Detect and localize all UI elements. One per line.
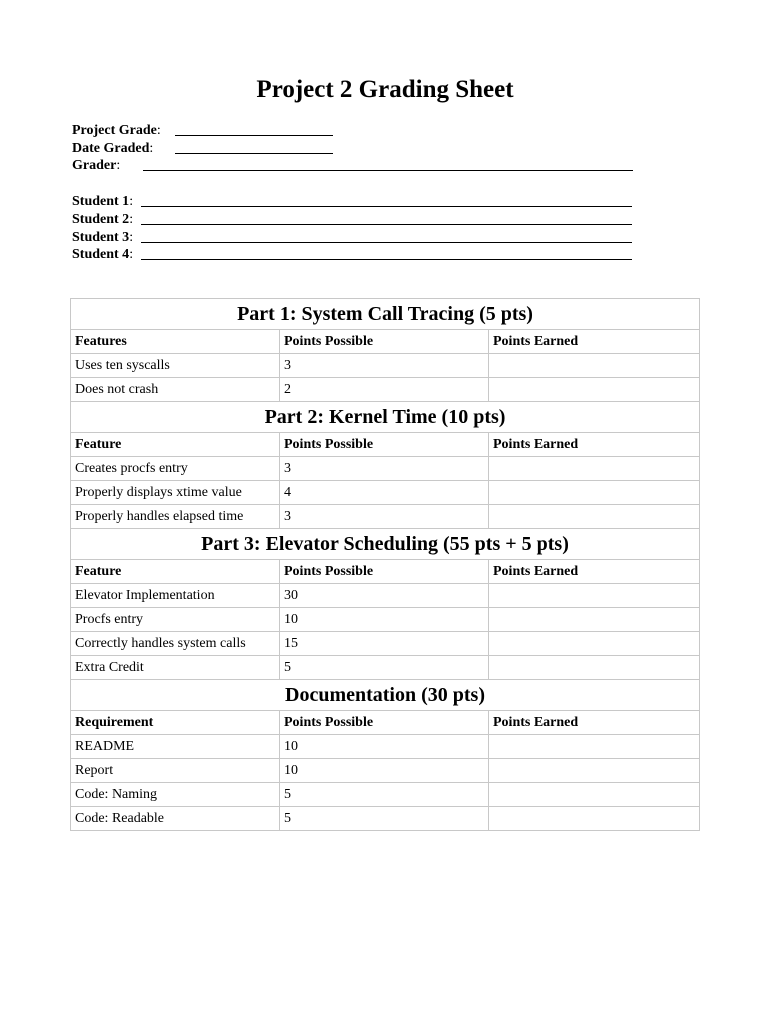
date-graded-line (175, 153, 333, 154)
points-earned-cell[interactable] (489, 457, 700, 481)
points-possible-cell: 3 (280, 457, 489, 481)
student-1-line (141, 206, 632, 207)
project-grade-line (175, 135, 333, 136)
points-earned-cell[interactable] (489, 608, 700, 632)
section-title: Part 3: Elevator Scheduling (55 pts + 5 pts) (71, 529, 700, 560)
table-row (71, 481, 700, 505)
table-row (71, 807, 700, 831)
table-row (71, 505, 700, 529)
points-earned-cell[interactable] (489, 584, 700, 608)
student-4-label: Student 4: (72, 247, 134, 262)
column-header-earned: Points Earned (489, 330, 700, 354)
table-row (71, 735, 700, 759)
grading-table (70, 298, 700, 831)
points-earned-cell[interactable] (489, 656, 700, 680)
column-header-row (71, 560, 700, 584)
points-earned-cell[interactable] (489, 759, 700, 783)
column-header-possible: Points Possible (280, 711, 489, 735)
student-3-label: Student 3: (72, 230, 134, 245)
points-earned-cell[interactable] (489, 354, 700, 378)
project-grade-label: Project Grade: (72, 123, 161, 138)
item-cell: Uses ten syscalls (71, 354, 280, 378)
points-earned-cell[interactable] (489, 632, 700, 656)
item-cell: Extra Credit (71, 656, 280, 680)
column-header-possible: Points Possible (280, 560, 489, 584)
column-header-earned: Points Earned (489, 711, 700, 735)
item-cell: Properly handles elapsed time (71, 505, 280, 529)
column-header-row (71, 330, 700, 354)
points-possible-cell: 15 (280, 632, 489, 656)
column-header-possible: Points Possible (280, 330, 489, 354)
points-possible-cell: 3 (280, 505, 489, 529)
item-cell: Code: Naming (71, 783, 280, 807)
points-possible-cell: 5 (280, 783, 489, 807)
column-header-row (71, 711, 700, 735)
section-title-row (71, 402, 700, 433)
student-2-line (141, 224, 632, 225)
table-row (71, 759, 700, 783)
student-1-label: Student 1: (72, 194, 134, 209)
page-title: Project 2 Grading Sheet (256, 76, 514, 103)
table-row (71, 632, 700, 656)
points-earned-cell[interactable] (489, 783, 700, 807)
column-header-earned: Points Earned (489, 433, 700, 457)
table-row (71, 457, 700, 481)
points-possible-cell: 30 (280, 584, 489, 608)
section-title-row (71, 680, 700, 711)
table-row (71, 783, 700, 807)
item-cell: Properly displays xtime value (71, 481, 280, 505)
points-possible-cell: 2 (280, 378, 489, 402)
points-earned-cell[interactable] (489, 378, 700, 402)
section-title: Documentation (30 pts) (71, 680, 700, 711)
points-earned-cell[interactable] (489, 807, 700, 831)
points-possible-cell: 5 (280, 656, 489, 680)
column-header-item: Feature (71, 560, 280, 584)
section-title-row (71, 299, 700, 330)
table-row (71, 584, 700, 608)
points-earned-cell[interactable] (489, 481, 700, 505)
points-possible-cell: 3 (280, 354, 489, 378)
column-header-item: Requirement (71, 711, 280, 735)
points-possible-cell: 4 (280, 481, 489, 505)
table-row (71, 354, 700, 378)
item-cell: Elevator Implementation (71, 584, 280, 608)
item-cell: Creates procfs entry (71, 457, 280, 481)
section-title: Part 1: System Call Tracing (5 pts) (71, 299, 700, 330)
table-row (71, 608, 700, 632)
item-cell: Code: Readable (71, 807, 280, 831)
section-title: Part 2: Kernel Time (10 pts) (71, 402, 700, 433)
date-graded-label: Date Graded: (72, 141, 154, 156)
points-possible-cell: 10 (280, 759, 489, 783)
points-possible-cell: 10 (280, 735, 489, 759)
grader-line (143, 170, 633, 171)
column-header-item: Features (71, 330, 280, 354)
column-header-item: Feature (71, 433, 280, 457)
grader-label: Grader: (72, 158, 121, 173)
points-earned-cell[interactable] (489, 505, 700, 529)
points-earned-cell[interactable] (489, 735, 700, 759)
item-cell: Procfs entry (71, 608, 280, 632)
column-header-earned: Points Earned (489, 560, 700, 584)
points-possible-cell: 5 (280, 807, 489, 831)
item-cell: Correctly handles system calls (71, 632, 280, 656)
column-header-row (71, 433, 700, 457)
item-cell: Report (71, 759, 280, 783)
student-3-line (141, 242, 632, 243)
item-cell: README (71, 735, 280, 759)
table-row (71, 656, 700, 680)
student-2-label: Student 2: (72, 212, 134, 227)
item-cell: Does not crash (71, 378, 280, 402)
section-title-row (71, 529, 700, 560)
points-possible-cell: 10 (280, 608, 489, 632)
student-4-line (141, 259, 632, 260)
table-row (71, 378, 700, 402)
column-header-possible: Points Possible (280, 433, 489, 457)
